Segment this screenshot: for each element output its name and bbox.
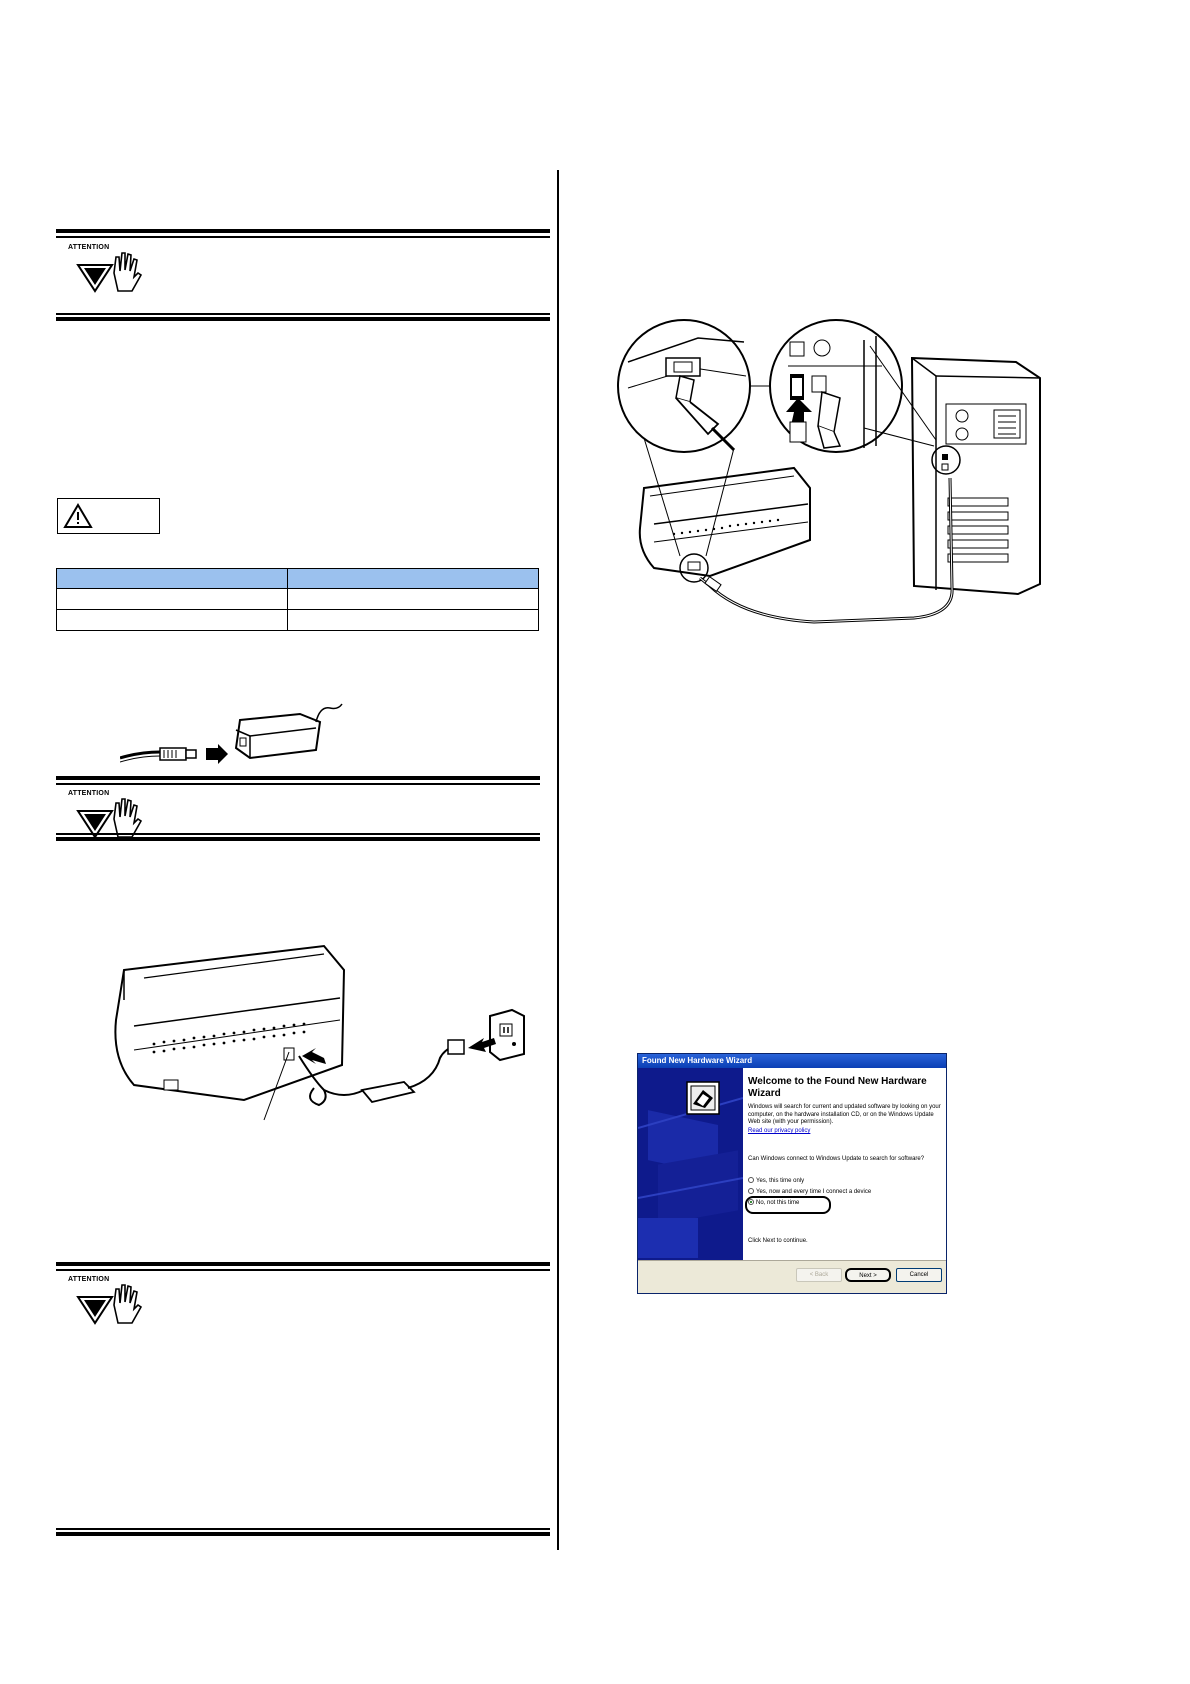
attention-bottom-rule [56, 1532, 550, 1536]
attention-bottom-rule-thin [56, 313, 550, 315]
attention-top-rule [56, 776, 540, 780]
wizard-title-bar: Found New Hardware Wizard [638, 1054, 946, 1068]
attention-top-rule-thin [56, 1269, 550, 1271]
radio-yes-this-time[interactable] [748, 1177, 804, 1185]
usb-connection-illustration [614, 318, 1054, 638]
attention-bottom-rule [56, 317, 550, 321]
wizard-content [743, 1068, 946, 1260]
ac-adapter-illustration [120, 700, 350, 766]
attention-top-rule [56, 229, 550, 233]
column-divider [557, 170, 559, 1550]
attention-label: ATTENTION [68, 1276, 110, 1283]
privacy-policy-link[interactable]: Read our privacy policy [748, 1128, 811, 1134]
attention-icon [68, 1276, 148, 1330]
attention-top-rule-thin [56, 783, 540, 785]
warning-box [57, 498, 160, 534]
radio-button[interactable] [748, 1188, 754, 1194]
wizard-continue-text: Click Next to continue. [748, 1238, 808, 1244]
wizard-heading: Welcome to the Found New Hardware Wizard [748, 1076, 927, 1099]
wizard-intro-text: Windows will search for current and updated software by looking on your computer, on the hardware installation CD, or on the Windows Update Web site (with your permission). [748, 1104, 941, 1125]
table-row [57, 589, 539, 610]
next-button[interactable]: Next > [845, 1268, 891, 1282]
wizard-footer [638, 1260, 946, 1294]
attention-bottom-rule-thin [56, 833, 540, 835]
table-cell [57, 610, 288, 631]
table-row [57, 610, 539, 631]
attention-icon [68, 244, 148, 298]
attention-top-rule [56, 1262, 550, 1266]
found-new-hardware-wizard [637, 1053, 947, 1294]
radio-label: No, not this time [756, 1200, 800, 1206]
attention-icon [68, 790, 148, 844]
wizard-question: Can Windows connect to Windows Update to search for software? [748, 1156, 925, 1162]
attention-top-rule-thin [56, 236, 550, 238]
table-header-cell [57, 569, 288, 589]
table-cell [288, 610, 539, 631]
hardware-wizard-icon [685, 1080, 721, 1116]
highlight-oval [745, 1196, 831, 1214]
back-button[interactable]: < Back [796, 1268, 842, 1282]
radio-yes-every-time[interactable] [748, 1188, 871, 1196]
attention-bottom-rule-thin [56, 1528, 550, 1530]
attention-label: ATTENTION [68, 790, 110, 797]
table-cell [288, 589, 539, 610]
table-header-cell [288, 569, 539, 589]
table-cell [57, 589, 288, 610]
radio-label: Yes, this time only [756, 1178, 805, 1184]
hand-icon [68, 1283, 148, 1325]
hand-icon [68, 251, 148, 293]
radio-label: Yes, now and every time I connect a device [756, 1189, 872, 1195]
attention-bottom-rule [56, 837, 540, 841]
attention-label: ATTENTION [68, 244, 110, 251]
warning-triangle-icon [63, 503, 93, 529]
scanner-power-connection-illustration [104, 940, 544, 1130]
table-header-row [57, 569, 539, 589]
spec-table [56, 568, 539, 631]
cancel-button[interactable]: Cancel [896, 1268, 942, 1282]
radio-button[interactable] [748, 1177, 754, 1183]
